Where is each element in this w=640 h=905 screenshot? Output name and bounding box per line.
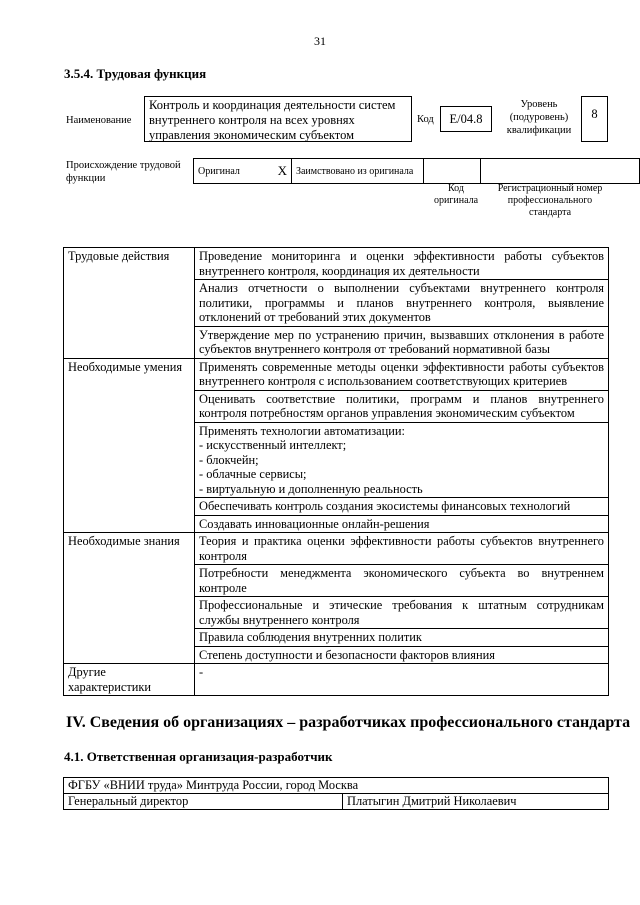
- level-box: 8: [581, 96, 608, 142]
- under-reg-label: Регистрационный номер профессионального стандарта: [497, 183, 603, 218]
- original-code-cell: [423, 159, 481, 184]
- origin-label: Происхождение трудовой функции: [66, 160, 181, 184]
- reg-number-cell: [481, 159, 640, 184]
- origin-table: [193, 158, 640, 184]
- labor-actions-label: Трудовые действия: [64, 248, 195, 359]
- automation-item: - искусственный интеллект;: [199, 438, 347, 452]
- labor-action-item: Утверждение мер по устранению причин, вызвавших отклонения в работе субъектов внутреннего контроля от требований нормативной базы: [195, 326, 609, 358]
- automation-item: - виртуальную и дополненную реальность: [199, 481, 423, 496]
- automation-heading: Применять технологии автоматизации:: [199, 423, 405, 438]
- skill-item: Применять современные методы оценки эффективности работы субъектов внутреннего контроля с использованием соответствующих критериев: [195, 358, 609, 390]
- origin-borrowed: Заимствовано из оригинала: [295, 165, 414, 177]
- name-label: Наименование: [66, 115, 132, 126]
- origin-original: Оригинал: [198, 165, 240, 177]
- skill-item: Оценивать соответствие политики, программ и планов внутреннего контроля потребностям органов управления экономическим субъектом: [195, 390, 609, 422]
- knowledge-item: Степень доступности и безопасности факторов влияния: [195, 646, 609, 664]
- knowledge-item: Теория и практика оценки эффективности работы субъектов внутреннего контроля: [195, 533, 609, 565]
- knowledge-item: Профессиональные и этические требования к штатным сотрудникам службы внутреннего контроля: [195, 597, 609, 629]
- org-table: [63, 777, 609, 810]
- skill-item: Создавать инновационные онлайн-решения: [195, 515, 609, 533]
- section-iv-title: IV. Сведения об организациях – разработчиках профессионального стандарта: [66, 714, 631, 731]
- code-label: Код: [417, 114, 434, 125]
- skill-item-automation: [195, 422, 609, 498]
- knowledge-item: Потребности менеджмента экономического субъекта во внутреннем контроле: [195, 565, 609, 597]
- origin-mark: X: [277, 163, 287, 178]
- other-value: -: [195, 664, 609, 696]
- level-label: Уровень (подуровень) квалификации: [506, 99, 572, 136]
- org-position: Генеральный директор: [64, 794, 343, 810]
- knowledge-label: Необходимые знания: [64, 533, 195, 664]
- org-person: Платыгин Дмитрий Николаевич: [343, 794, 609, 810]
- code-box: E/04.8: [440, 106, 492, 132]
- section-title: 3.5.4. Трудовая функция: [64, 66, 207, 81]
- labor-action-item: Анализ отчетности о выполнении субъектами внутреннего контроля политики, программы и планов внутреннего контроля, выявление отклонений от требований этих документов: [195, 280, 609, 327]
- page-number: 31: [314, 34, 326, 48]
- other-label: Другие характеристики: [64, 664, 195, 696]
- labor-action-item: Проведение мониторинга и оценки эффективности работы субъектов внутреннего контроля, координация их деятельности: [195, 248, 609, 280]
- skills-label: Необходимые умения: [64, 358, 195, 533]
- function-table: [63, 247, 609, 696]
- under-code-label: Код оригинала: [433, 183, 479, 206]
- skill-item: Обеспечивать контроль создания экосистемы финансовых технологий: [195, 498, 609, 516]
- function-name-box: Контроль и координация деятельности систем внутреннего контроля на всех уровнях управления экономическим субъектом: [144, 96, 412, 142]
- section-41-title: 4.1. Ответственная организация-разработчик: [64, 749, 333, 764]
- automation-item: - блокчейн;: [199, 452, 259, 467]
- knowledge-item: Правила соблюдения внутренних политик: [195, 629, 609, 647]
- org-name: ФГБУ «ВНИИ труда» Минтруда России, город Москва: [64, 778, 609, 794]
- automation-item: - облачные сервисы;: [199, 467, 307, 481]
